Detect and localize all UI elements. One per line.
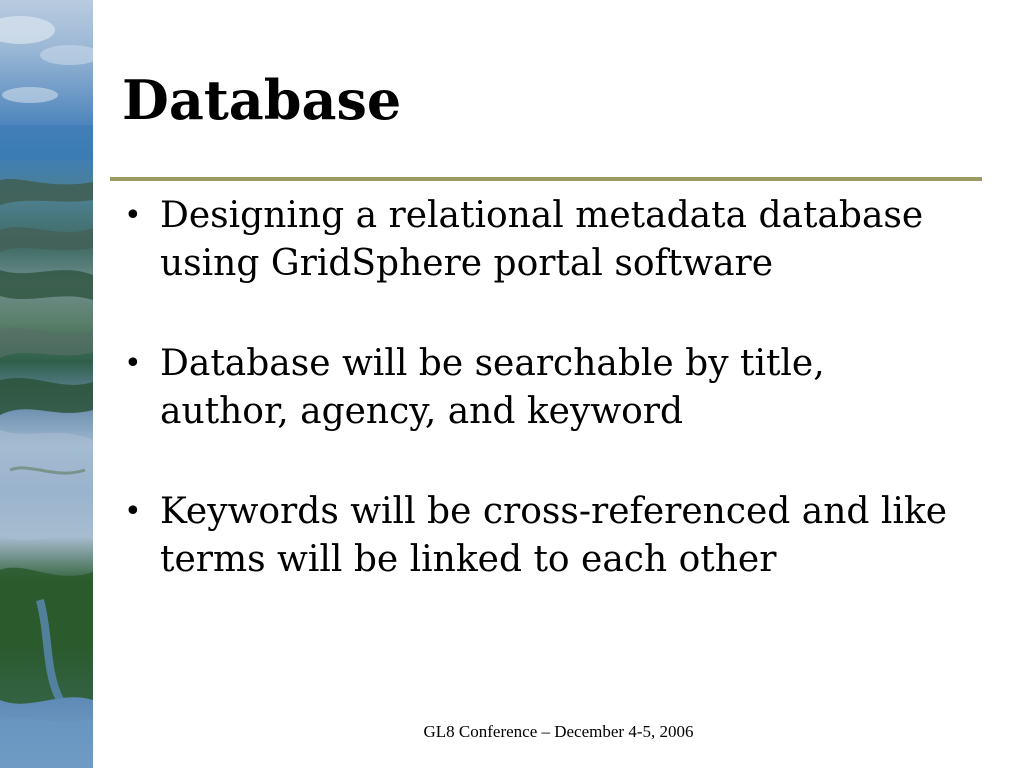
- bullet-icon: •: [124, 346, 142, 381]
- bullet-item: [122, 488, 962, 584]
- bullet-icon: •: [124, 494, 142, 529]
- bullet-text: Designing a relational metadata database using GridSphere portal software: [160, 195, 924, 284]
- bullet-item: [122, 192, 962, 288]
- slide-footer: GL8 Conference – December 4-5, 2006: [423, 722, 694, 741]
- bullet-list: [122, 192, 962, 584]
- slide-title: Database: [122, 68, 402, 132]
- aerial-photo-texture: [0, 0, 93, 768]
- title-divider: [110, 177, 982, 181]
- bullet-icon: •: [124, 198, 142, 233]
- aerial-wetland-photo: [0, 0, 93, 768]
- bullet-text: Keywords will be cross-referenced and like terms will be linked to each other: [160, 491, 948, 580]
- bullet-item: [122, 340, 962, 436]
- bullet-text: Database will be searchable by title, author, agency, and keyword: [160, 343, 825, 432]
